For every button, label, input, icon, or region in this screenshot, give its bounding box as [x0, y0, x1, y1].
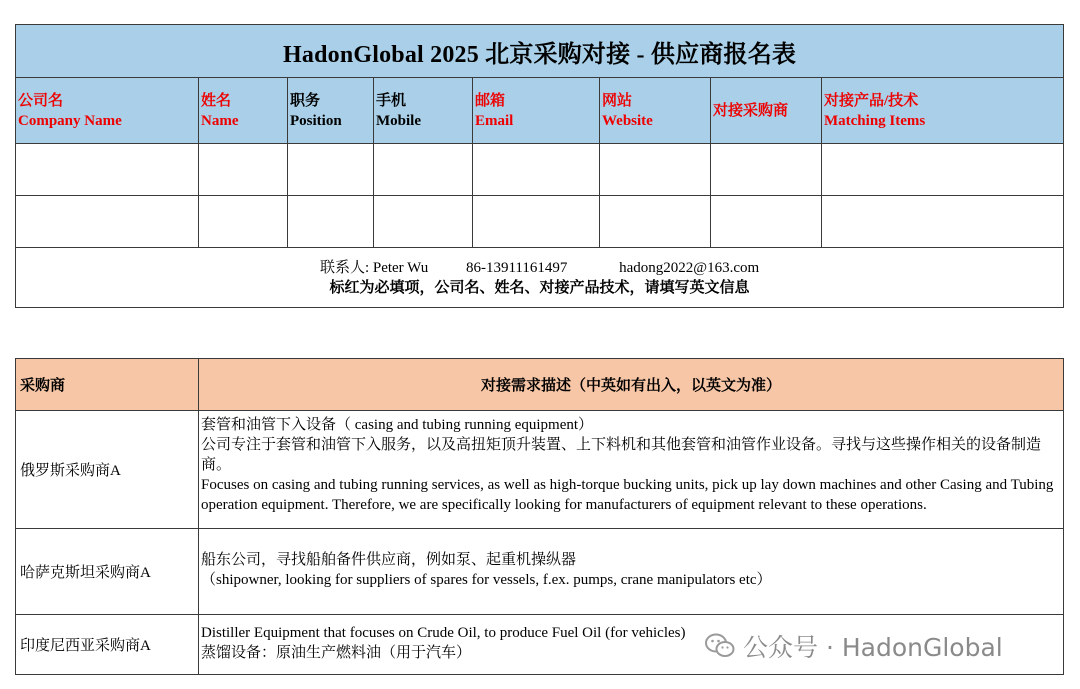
- required-fields-note: 标红为必填项，公司名、姓名、对接产品技术，请填写英文信息: [329, 279, 750, 296]
- description-line: 船东公司，寻找船舶备件供应商，例如泵、起重机操纵器: [201, 552, 577, 568]
- column-website: 网站 Website: [600, 78, 711, 144]
- buyer-row: [16, 529, 1064, 615]
- form-title: HadonGlobal 2025 北京采购对接 - 供应商报名表: [16, 25, 1064, 78]
- description-line: （shipowner, looking for suppliers of spares for vessels, f.ex. pumps, crane manipulators etc）: [201, 572, 772, 588]
- description-line: 公司专注于套管和油管下入服务，以及高扭矩顶升装置、上下料机和其他套管和油管作业设备。寻找与这些操作相关的设备制造商。: [201, 437, 1042, 473]
- blank-cell[interactable]: [822, 196, 1064, 248]
- blank-cell[interactable]: [473, 144, 600, 196]
- blank-cell[interactable]: [16, 196, 199, 248]
- buyer-name: 印度尼西亚采购商A: [16, 615, 199, 675]
- buyer-description: [199, 529, 1064, 615]
- column-matching-buyer: 对接采购商: [711, 78, 822, 144]
- blank-cell[interactable]: [374, 196, 473, 248]
- buyer-column-header: 采购商: [16, 359, 199, 411]
- description-line: Distiller Equipment that focuses on Crude Oil, to produce Fuel Oil (for vehicles): [201, 625, 686, 641]
- column-mobile: 手机 Mobile: [374, 78, 473, 144]
- column-name: 姓名 Name: [199, 78, 288, 144]
- description-line: 蒸馏设备：原油生产燃料油（用于汽车）: [201, 645, 472, 661]
- watermark: [705, 628, 1003, 664]
- watermark-text: 公众号 · HadonGlobal: [743, 633, 1003, 662]
- wechat-icon: [705, 633, 735, 659]
- column-email: 邮箱 Email: [473, 78, 600, 144]
- column-position: 职务 Position: [288, 78, 374, 144]
- blank-cell[interactable]: [199, 144, 288, 196]
- contact-phone: 86-13911161497: [465, 259, 568, 276]
- description-line: Focuses on casing and tubing running services, as well as high-torque bucking units, pick up lay down machines and other Casing and Tubing operation equipment. Therefore, we are specifically looking for manufacturers of equipment relevant to these operations.: [201, 477, 1054, 513]
- blank-cell[interactable]: [711, 144, 822, 196]
- blank-cell[interactable]: [374, 144, 473, 196]
- buyer-row: [16, 411, 1064, 529]
- contact-person: 联系人: Peter Wu: [319, 259, 429, 276]
- contact-line: [16, 258, 1063, 278]
- supplier-registration-form: [15, 24, 1064, 308]
- description-line: 套管和油管下入设备（ casing and tubing running equipment）: [201, 417, 594, 433]
- blank-cell[interactable]: [711, 196, 822, 248]
- form-blank-row: [16, 144, 1064, 196]
- buyer-description: [199, 411, 1064, 529]
- form-header-row: [16, 78, 1064, 144]
- blank-cell[interactable]: [473, 196, 600, 248]
- buyer-name: 俄罗斯采购商A: [16, 411, 199, 529]
- column-company-name: 公司名 Company Name: [16, 78, 199, 144]
- form-blank-row: [16, 196, 1064, 248]
- blank-cell[interactable]: [600, 196, 711, 248]
- blank-cell[interactable]: [288, 144, 374, 196]
- blank-cell[interactable]: [600, 144, 711, 196]
- buyer-name: 哈萨克斯坦采购商A: [16, 529, 199, 615]
- blank-cell[interactable]: [822, 144, 1064, 196]
- description-column-header: 对接需求描述（中英如有出入，以英文为准）: [199, 359, 1064, 411]
- column-matching-items: 对接产品/技术 Matching Items: [822, 78, 1064, 144]
- buyer-header-row: [16, 359, 1064, 411]
- blank-cell[interactable]: [16, 144, 199, 196]
- blank-cell[interactable]: [199, 196, 288, 248]
- blank-cell[interactable]: [288, 196, 374, 248]
- contact-email: hadong2022@163.com: [619, 259, 760, 276]
- contact-info: [16, 248, 1064, 308]
